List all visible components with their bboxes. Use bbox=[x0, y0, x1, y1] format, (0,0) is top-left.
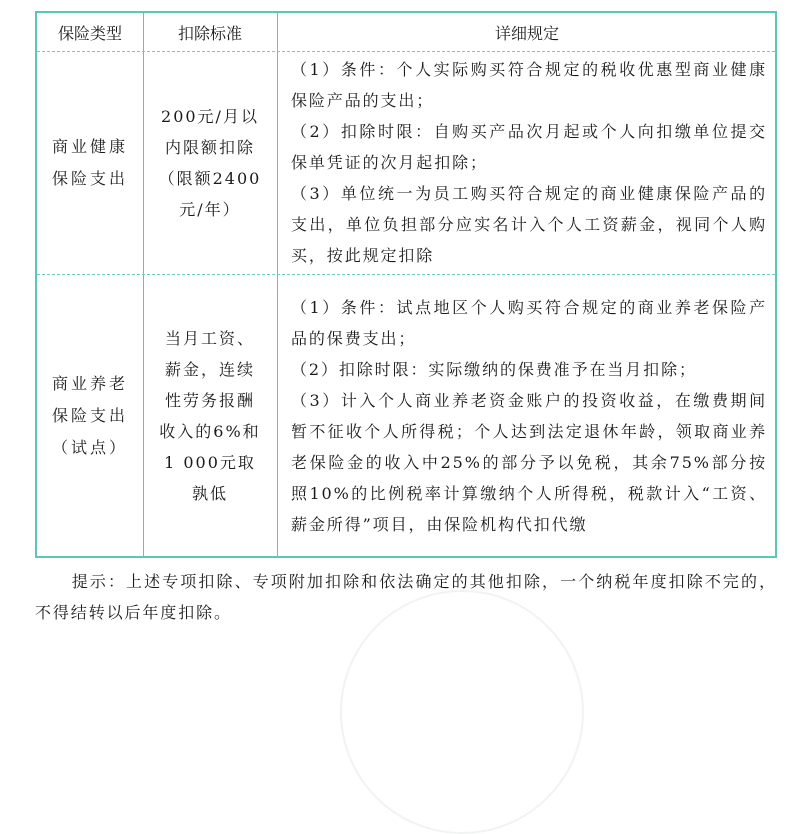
rule-item: （2）扣除时限：自购买产品次月起或个人向扣缴单位提交保单凭证的次月起扣除； bbox=[291, 122, 767, 172]
standard-line: 当月工资、 bbox=[164, 329, 255, 348]
row-1-insurance-type bbox=[37, 51, 143, 274]
rule-item: （1）条件：个人实际购买符合规定的税收优惠型商业健康保险产品的支出； bbox=[291, 60, 767, 110]
row-2-detailed-rules bbox=[277, 274, 777, 558]
rule-item: （3）单位统一为员工购买符合规定的商业健康保险产品的支出，单位负担部分应实名计入个人工资薪金，视同个人购买，按此规定扣除 bbox=[291, 184, 767, 265]
header-deduction-standard: 扣除标准 bbox=[177, 23, 242, 43]
tip-note: 提示：上述专项扣除、专项附加扣除和依法确定的其他扣除，一个纳税年度扣除不完的，不得结转以后年度扣除。 bbox=[35, 572, 777, 622]
standard-line: 薪金，连续 bbox=[164, 360, 255, 379]
row-2-deduction-standard bbox=[143, 274, 277, 558]
row-1-deduction-standard bbox=[143, 51, 277, 274]
insurance-deduction-table bbox=[35, 11, 777, 558]
standard-line: （限额2400 bbox=[158, 168, 262, 188]
standard-line: 孰低 bbox=[191, 484, 228, 503]
standard-line: 200元/月以 bbox=[161, 106, 259, 126]
row-2-insurance-type bbox=[37, 274, 143, 558]
standard-line: 内限额扣除 bbox=[164, 137, 255, 157]
type-line: 保险支出 bbox=[51, 406, 128, 425]
rule-item: （3）计入个人商业养老资金账户的投资收益，在缴费期间暂不征收个人所得税；个人达到法定退休年龄，领取商业养老保险金的收入中25%的部分予以免税，其余75%部分按照10%的比例税率计算缴纳个人所得税，税款计入“工资、薪金所得”项目，由保险机构代扣代缴 bbox=[291, 391, 767, 534]
type-line: 保险支出 bbox=[51, 168, 128, 188]
standard-line: 1 000元取 bbox=[164, 453, 256, 472]
type-line: 商业健康 bbox=[51, 136, 128, 156]
header-insurance-type: 保险类型 bbox=[57, 23, 122, 43]
type-line: （试点） bbox=[51, 438, 128, 457]
rule-item: （1）条件：试点地区个人购买符合规定的商业养老保险产品的保费支出； bbox=[291, 298, 767, 348]
row-1-detailed-rules bbox=[277, 51, 777, 274]
standard-line: 性劳务报酬 bbox=[164, 391, 255, 410]
standard-line: 收入的6%和 bbox=[159, 422, 261, 441]
rule-item: （2）扣除时限：实际缴纳的保费准予在当月扣除； bbox=[291, 360, 697, 379]
header-detailed-rules: 详细规定 bbox=[494, 23, 559, 43]
type-line: 商业养老 bbox=[51, 374, 128, 393]
standard-line: 元/年） bbox=[179, 199, 241, 219]
